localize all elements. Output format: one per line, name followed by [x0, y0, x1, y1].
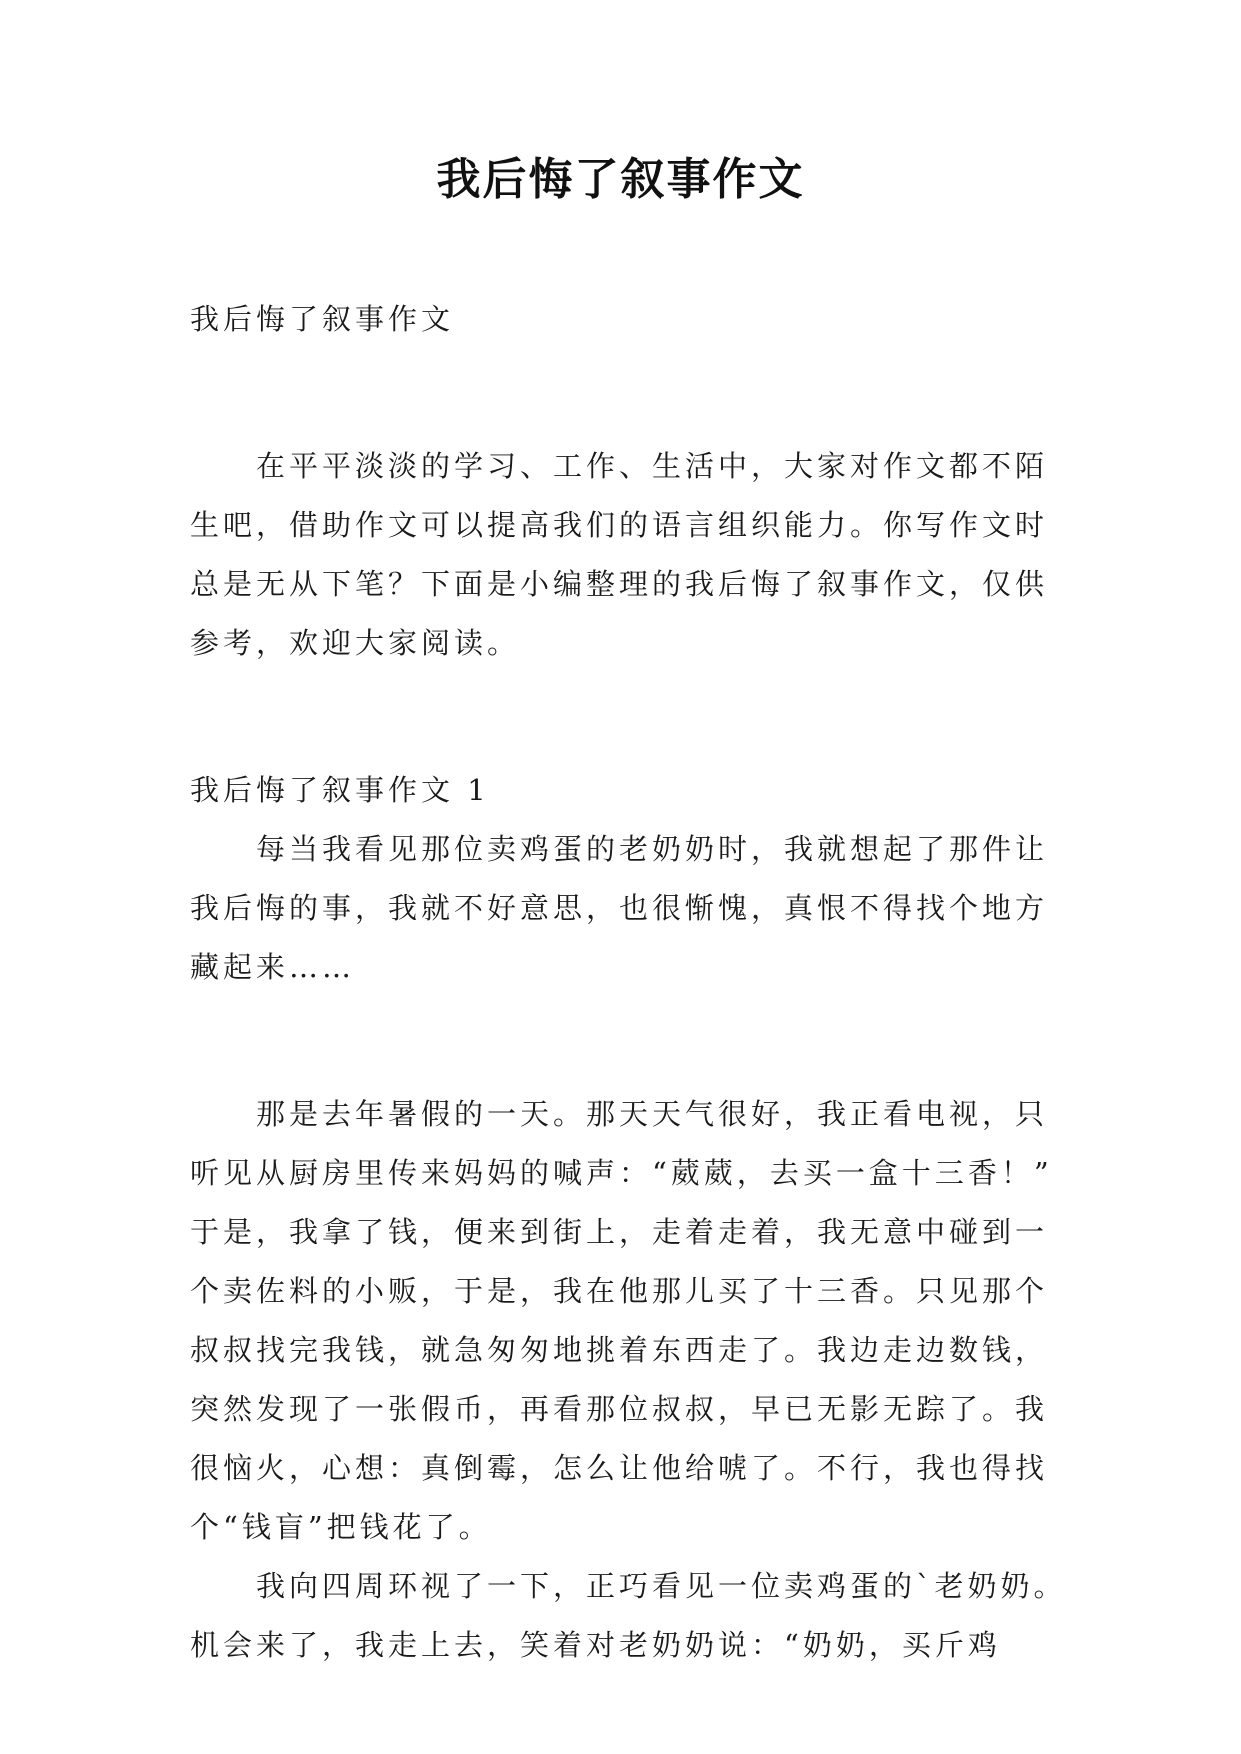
paragraph-line: 每当我看见那位卖鸡蛋的老奶奶时，我就想起了那件让 — [256, 832, 1049, 866]
section-heading: 我后悔了叙事作文 1 — [190, 773, 490, 807]
paragraph-line: 我向四周环视了一下，正巧看见一位卖鸡蛋的`老奶奶。 — [256, 1569, 1067, 1603]
document-body — [190, 290, 1067, 1675]
subtitle: 我后悔了叙事作文 — [190, 302, 455, 336]
document-title: 我后悔了叙事作文 — [436, 154, 805, 205]
paragraph-line: 很恼火，心想：真倒霉，怎么让他给唬了。不行，我也得找 — [190, 1451, 1049, 1485]
intro-line: 在平平淡淡的学习、工作、生活中，大家对作文都不陌 — [256, 449, 1049, 483]
paragraph-line: 叔叔找完我钱，就急匆匆地挑着东西走了。我边走边数钱， — [190, 1333, 1049, 1367]
paragraph-line: 突然发现了一张假币，再看那位叔叔，早已无影无踪了。我 — [190, 1392, 1049, 1426]
intro-line: 总是无从下笔？下面是小编整理的我后悔了叙事作文，仅供 — [190, 567, 1049, 601]
intro-line: 生吧，借助作文可以提高我们的语言组织能力。你写作文时 — [190, 508, 1049, 542]
paragraph-line: 个卖佐料的小贩，于是，我在他那儿买了十三香。只见那个 — [190, 1274, 1049, 1308]
paragraph-line: 机会来了，我走上去，笑着对老奶奶说：“奶奶，买斤鸡 — [190, 1628, 1001, 1662]
paragraph-line: 藏起来…… — [190, 950, 356, 984]
paragraph-line: 那是去年暑假的一天。那天天气很好，我正看电视，只 — [256, 1097, 1049, 1131]
paragraph-line: 我后悔的事，我就不好意思，也很惭愧，真恨不得找个地方 — [190, 891, 1049, 925]
paragraph-line: 个“钱盲”把钱花了。 — [190, 1510, 492, 1544]
intro-line: 参考，欢迎大家阅读。 — [190, 626, 521, 660]
paragraph-line: 于是，我拿了钱，便来到街上，走着走着，我无意中碰到一 — [190, 1215, 1049, 1249]
paragraph-line: 听见从厨房里传来妈妈的喊声：“葳葳，去买一盒十三香！” — [190, 1156, 1053, 1190]
